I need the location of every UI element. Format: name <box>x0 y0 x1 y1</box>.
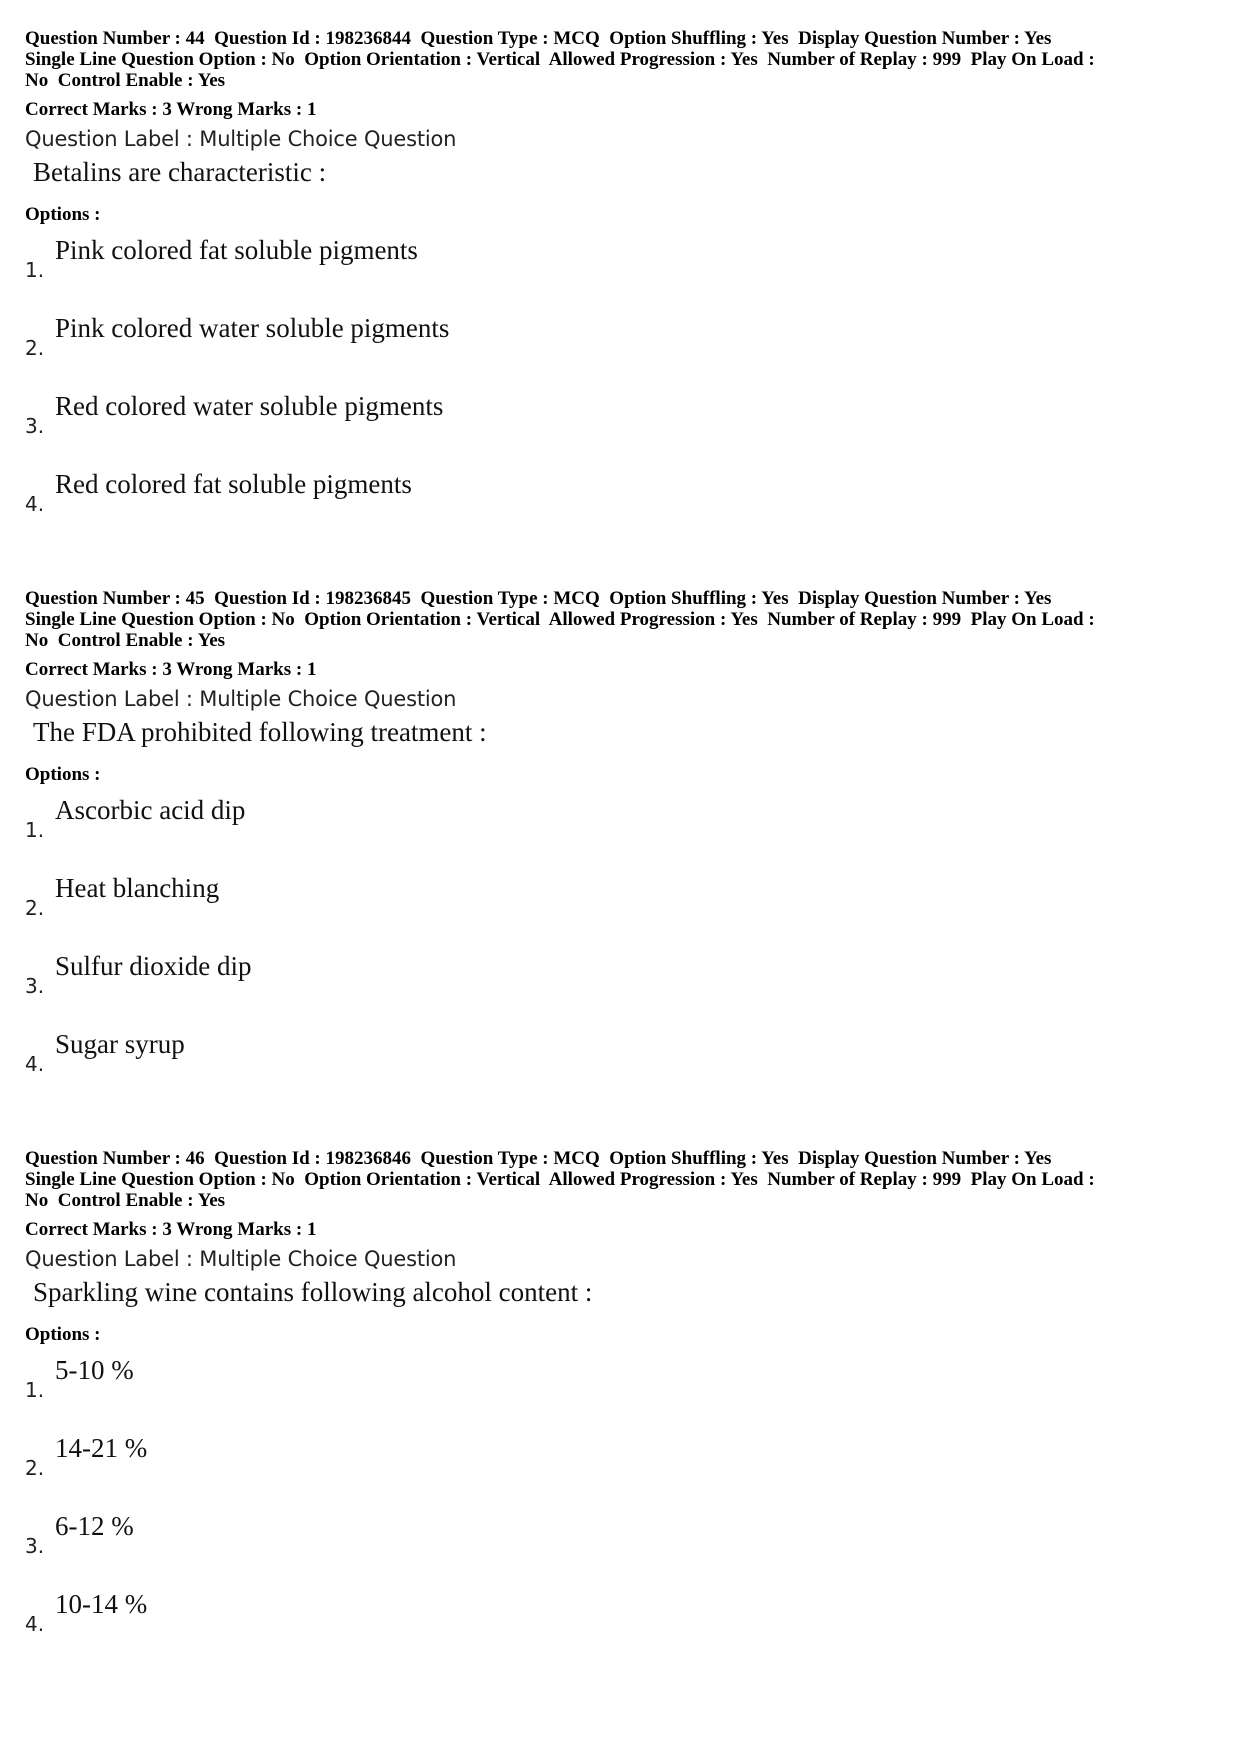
option-number: 2. <box>25 896 45 920</box>
option-number: 1. <box>25 1378 45 1402</box>
option-4[interactable] <box>25 464 1225 542</box>
options-heading: Options : <box>25 1324 101 1345</box>
option-text: Red colored water soluble pigments <box>55 391 444 421</box>
option-3[interactable] <box>25 386 1225 464</box>
option-text: Heat blanching <box>55 873 220 903</box>
question-meta: Question Number : 45 Question Id : 198236845 Question Type : MCQ Option Shuffling : Yes Display Question Number : Yes Single Line Question Option : No Option Orientation : Vertical Allowed Progression : Yes Number of Replay : 999 Play On Load : No Control Enable : Yes <box>25 588 1095 651</box>
option-number: 4. <box>25 492 45 516</box>
option-1[interactable] <box>25 230 1225 308</box>
option-text: 6-12 % <box>55 1511 134 1541</box>
question-block-45 <box>25 588 1225 1102</box>
option-text: 5-10 % <box>55 1355 134 1385</box>
option-text: Ascorbic acid dip <box>55 795 246 825</box>
option-2[interactable] <box>25 308 1225 386</box>
options-list <box>25 790 1225 1102</box>
option-number: 4. <box>25 1612 45 1636</box>
question-block-44 <box>25 28 1225 542</box>
option-number: 3. <box>25 974 45 998</box>
option-text: 10-14 % <box>55 1589 148 1619</box>
option-1[interactable] <box>25 1350 1225 1428</box>
option-number: 4. <box>25 1052 45 1076</box>
option-4[interactable] <box>25 1584 1225 1662</box>
option-2[interactable] <box>25 1428 1225 1506</box>
option-text: Sulfur dioxide dip <box>55 951 252 981</box>
question-marks: Correct Marks : 3 Wrong Marks : 1 <box>25 1219 317 1240</box>
question-label: Question Label : Multiple Choice Question <box>25 687 457 711</box>
option-number: 2. <box>25 1456 45 1480</box>
options-list <box>25 230 1225 542</box>
option-text: Pink colored water soluble pigments <box>55 313 450 343</box>
option-3[interactable] <box>25 1506 1225 1584</box>
option-number: 3. <box>25 414 45 438</box>
question-label: Question Label : Multiple Choice Question <box>25 127 457 151</box>
question-marks: Correct Marks : 3 Wrong Marks : 1 <box>25 99 317 120</box>
option-text: Sugar syrup <box>55 1029 185 1059</box>
option-4[interactable] <box>25 1024 1225 1102</box>
option-2[interactable] <box>25 868 1225 946</box>
option-number: 1. <box>25 258 45 282</box>
question-label: Question Label : Multiple Choice Question <box>25 1247 457 1271</box>
option-1[interactable] <box>25 790 1225 868</box>
question-marks: Correct Marks : 3 Wrong Marks : 1 <box>25 659 317 680</box>
question-text: The FDA prohibited following treatment : <box>33 717 487 747</box>
option-number: 2. <box>25 336 45 360</box>
question-block-46 <box>25 1148 1225 1662</box>
question-meta: Question Number : 46 Question Id : 198236846 Question Type : MCQ Option Shuffling : Yes Display Question Number : Yes Single Line Question Option : No Option Orientation : Vertical Allowed Progression : Yes Number of Replay : 999 Play On Load : No Control Enable : Yes <box>25 1148 1095 1211</box>
option-3[interactable] <box>25 946 1225 1024</box>
question-meta: Question Number : 44 Question Id : 198236844 Question Type : MCQ Option Shuffling : Yes Display Question Number : Yes Single Line Question Option : No Option Orientation : Vertical Allowed Progression : Yes Number of Replay : 999 Play On Load : No Control Enable : Yes <box>25 28 1095 91</box>
option-text: Red colored fat soluble pigments <box>55 469 412 499</box>
question-text: Sparkling wine contains following alcohol content : <box>33 1277 593 1307</box>
option-text: Pink colored fat soluble pigments <box>55 235 418 265</box>
options-heading: Options : <box>25 204 101 225</box>
option-text: 14-21 % <box>55 1433 148 1463</box>
question-text: Betalins are characteristic : <box>33 157 327 187</box>
options-list <box>25 1350 1225 1662</box>
options-heading: Options : <box>25 764 101 785</box>
option-number: 3. <box>25 1534 45 1558</box>
option-number: 1. <box>25 818 45 842</box>
